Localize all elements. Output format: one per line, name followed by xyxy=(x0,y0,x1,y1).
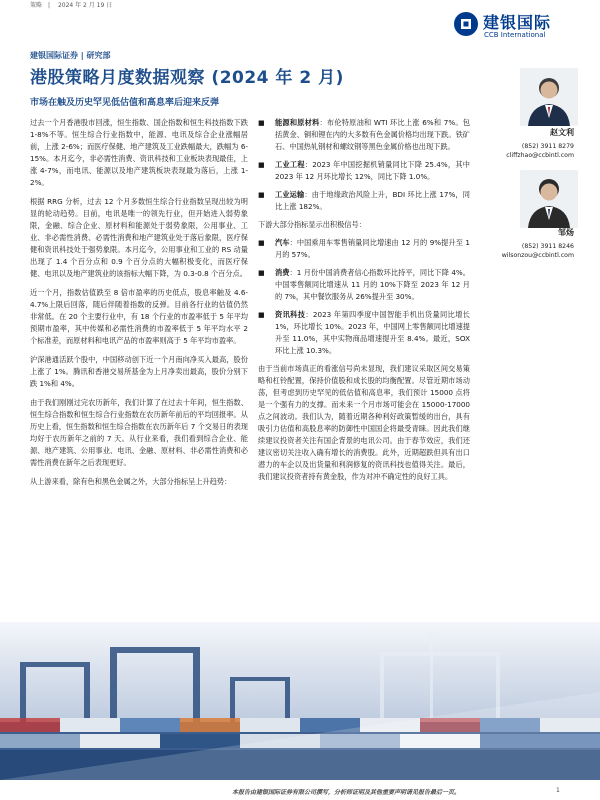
paragraph: 过去一个月香港股市回涨，恒生指数、国企指数和恒生科技指数下跌 1-8%不等。恒生综合行业指数中，能源、电讯及综合企业涨幅居前，上涨 2-6%；而医疗保健、地产建筑及工业跌幅最大，跌幅为 6-15%。本月迄今，非必需性消费、资讯科技和工业板块表现最佳，上涨 4-7%，而电讯、能源以及地产建筑板块表现最为落后，上涨 1-2%。 xyxy=(30,118,248,187)
paragraph: 近一个月，指数估值跌至 8 倍市盈率的历史低点，股息率触及 4.6-4.7%上限后回落，随后伴随着指数的反弹。目前各行业的估值仍然非常低。在 20 个主要行业中，有 18 个行业的市盈率低于 5 年平均预期市盈率，其中传媒和必需性消费的市盈率低于 5 年平均水平 2 个标准差，而原材料和电讯产品的市盈率则高于 5 年平均市盈率。 xyxy=(30,288,248,345)
brand-name-en: CCB International xyxy=(484,31,546,39)
person-icon xyxy=(520,68,578,126)
analyst-phone: (852) 3911 8279 xyxy=(521,142,574,150)
middle-column xyxy=(258,117,470,483)
doc-tag: 策略 xyxy=(30,2,43,9)
doc-date: 2024 年 2 月 19 日 xyxy=(57,2,113,9)
analyst-card xyxy=(478,228,574,261)
brand-logo xyxy=(453,9,573,43)
analyst-name: 赵文利 xyxy=(550,128,574,137)
report-subtitle: 市场在触及历史罕见低估值和高息率后迎来反弹 xyxy=(30,98,220,108)
disclaimer-note: 本报告由建银国际证券有限公司撰写，分析师证明及其他重要声明请见报告最后一页。 xyxy=(232,789,461,796)
analyst-email[interactable]: wilsonzou@ccbintl.com xyxy=(501,252,574,259)
paragraph: 从上游来看，除有色和黑色金属之外，大部分指标呈上升趋势： xyxy=(30,477,232,486)
bullet-item: ■ 汽车：中国乘用车零售销量同比增速由 12 月的 9%提升至 1 月的 57%。 xyxy=(258,237,470,261)
bullet-item: ■ 工业工程：2023 年中国挖掘机销量同比下降 25.4%，其中 2023 年 12 月环比增长 12%，同比下降 1.0%。 xyxy=(258,159,470,183)
page-number: 1 xyxy=(556,787,560,794)
conclusion-paragraph: 由于当前市场真正的看涨信号尚未显现，我们建议采取区间交易策略和杠铃配置，保持价值股和成长股的均衡配置。尽管近期市场动荡，但考虑到历史罕见的低估值和高息率，我们预计 15000 点将是一个强有力的支撑。而未来一个月市场可能会在 15000-17000 点之间波动。我们认为，随着近期各种利好政策暂缓的出台，具有吸引力估值和高股息率的防御性中国国企将最受青睐。因此我们继续建议投资者关注有国企背景的电讯公司。由于春节效应，我们还建议密切关注收入确有增长的消费股。此外，近期超跌但具有出口潜力的车企以及出货量和利润修复的资讯科技也值得关注。最后，我们建议投资者持有黄金股，作为对冲不确定性的良好工具。 xyxy=(258,364,470,481)
port-banner-image xyxy=(0,622,600,780)
paragraph: 沪深港通活跃个股中，中国移动创下近一个月南向净买入最高，股份上涨了 1%。腾讯和香港交易所基金为上月净卖出最高，股价分别下跌 1%和 4%。 xyxy=(30,355,248,388)
bullet-item: ■ 能源和原材料：布伦特原油和 WTI 环比上涨 6%和 7%。包括黄金、铜和锂在内的大多数有色金属价格均出现下跌。铁矿石、中国热轧钢材和螺纹钢等黑色金属价格也出现下跌。 xyxy=(258,117,470,153)
person-icon xyxy=(520,170,578,228)
analyst-phone: (852) 3911 8246 xyxy=(521,242,574,250)
bullet-item: ■ 工业运输：由于地缘政治风险上升，BDI 环比上涨 17%，同比上涨 182%。 xyxy=(258,189,470,213)
bullet-item: ■ 资讯科技：2023 年第四季度中国智能手机出货量同比增长 1%，环比增长 10%。2023 年，中国网上零售额同比增速提升至 11.0%，其中实物商品增速提升至 8.4%。最近，SOX 环比上涨 10.3%。 xyxy=(258,309,470,357)
analyst-card xyxy=(478,128,574,161)
analyst-photo xyxy=(520,68,578,126)
top-line: 策略 | 2024 年 2 月 19 日 xyxy=(30,2,113,9)
downstream-intro: 下游大部分指标显示出积极信号： xyxy=(258,220,366,229)
report-title: 港股策略月度数据观察 (2024 年 2 月) xyxy=(30,68,344,88)
analyst-photo xyxy=(520,170,578,228)
left-column xyxy=(30,117,248,495)
paragraph: 根据 RRG 分析，过去 12 个月多数恒生综合行业指数呈现出较为明显的轮动趋势。目前，电讯是唯一的领先行业，但开始进入弱势象限，金融、综合企业、原材料和能源处于弱势象限，公用事业、工业、非必需性消费、必需性消费和地产建筑业处于落后象限，医疗保健和资讯科技处于强势象限。本月迄今，公用事业和工业的 RS 动量出现了 1.4 个百分点和 0.9 个百分点的大幅积极变化，而医疗保健、电讯以及地产建筑业的该指标大幅下降，为 0.3-0.8 个百分点。 xyxy=(30,197,248,278)
department: 建银国际证券 | 研究部 xyxy=(30,51,111,60)
analyst-email[interactable]: cliffzhao@ccbintl.com xyxy=(506,152,574,159)
ccb-logo-icon xyxy=(453,11,479,37)
paragraph: 由于我们刚刚过完农历新年，我们计算了在过去十年间，恒生指数、恒生综合指数和恒生综合行业指数在农历新年前后的平均回报率。从历史上看，恒生指数和恒生综合指数在农历新年后 7 个交易日的表现均好于农历新年之前的 7 天。从行业来看，我们看到综合企业、能源、地产建筑、公用事业、电讯、金融、原材料、非必需性消费和必需性消费在新年之后表现更好。 xyxy=(30,398,248,467)
bullet-item: ■ 消费：1 月份中国消费者信心指数环比持平，同比下降 4%。中国零售额同比增速从 11 月的 10%下降至 2023 年 12 月的 7%，其中餐饮服务从 26%提升至 30%。 xyxy=(258,267,470,303)
brand-name: 建银国际 xyxy=(483,13,552,32)
container-port-icon xyxy=(0,622,600,780)
analyst-name: 邹炀 xyxy=(558,228,574,237)
page-footer xyxy=(0,784,600,800)
